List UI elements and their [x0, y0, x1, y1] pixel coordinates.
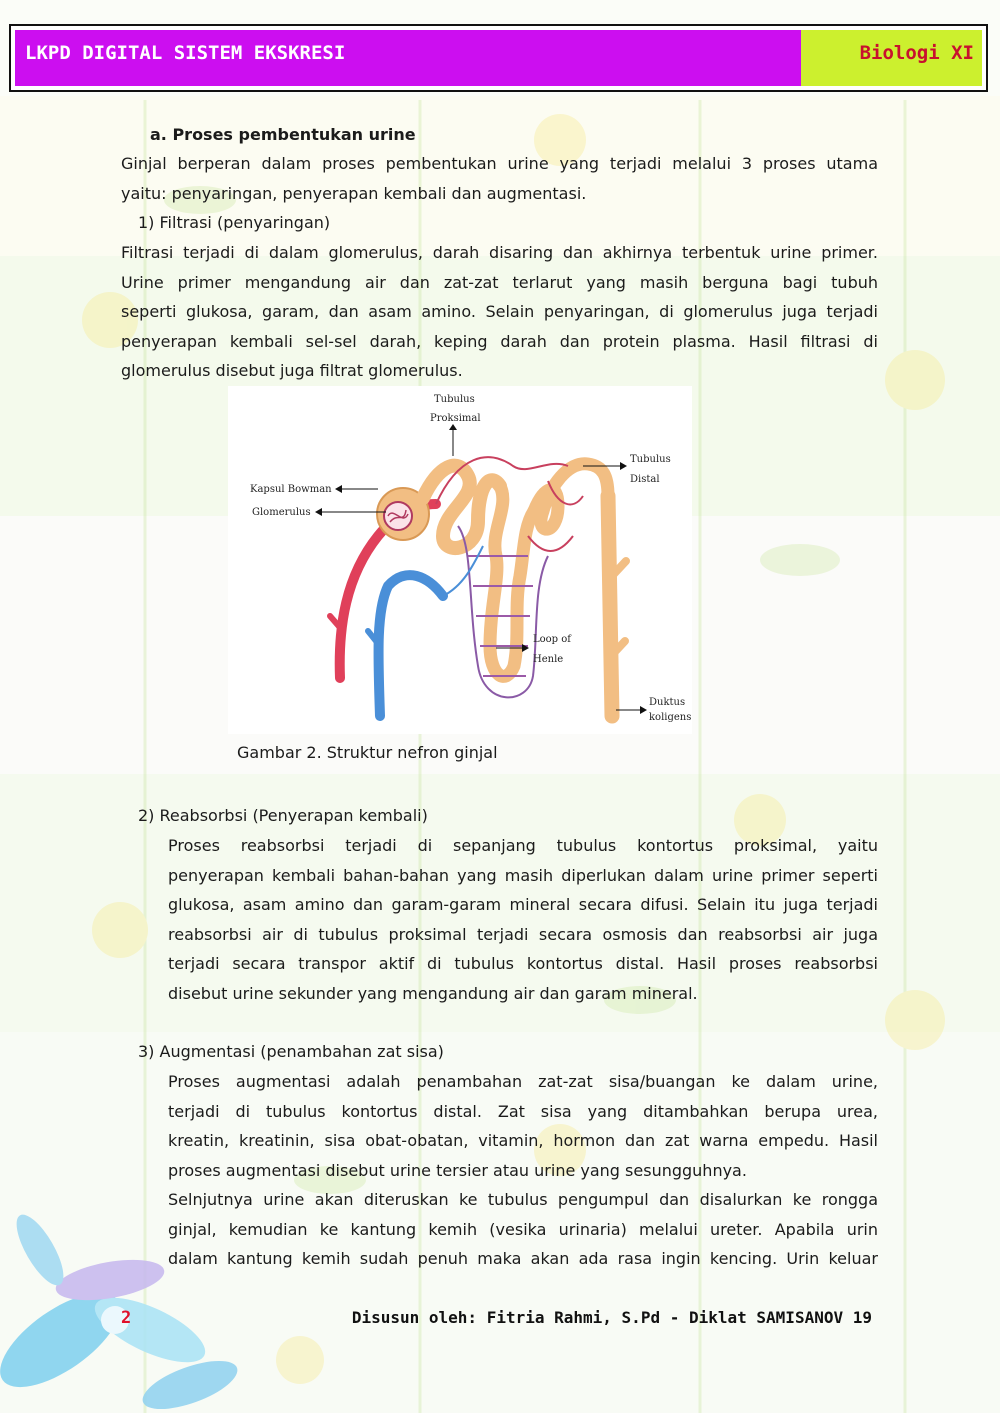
footer-credit: Disusun oleh: Fitria Rahmi, S.Pd - Diklat SAMISANOV 19	[351, 1308, 872, 1327]
augmentasi-paragraph	[168, 1067, 878, 1274]
text-line: Urine primer mengandung air dan zat-zat terlarut yang masih berguna bagi tubuh	[121, 272, 878, 292]
filtrasi-title: 1) Filtrasi (penyaringan)	[138, 213, 331, 232]
text-line: kreatin, kreatinin, sisa obat-obatan, vitamin, hormon dan zat warna empedu. Hasil	[168, 1131, 878, 1150]
collecting-duct	[608, 496, 612, 716]
label-duktus-1: Duktus	[649, 697, 686, 708]
augmentasi-title: 3) Augmentasi (penambahan zat sisa)	[138, 1042, 444, 1061]
header-subject: Biologi XI	[801, 30, 982, 86]
text-line: seperti glukosa, garam, dan asam amino. Selain penyaringan, di glomerulus juga terjadi	[121, 302, 878, 321]
label-loop-henle-1: Loop of	[533, 634, 571, 645]
text-line: penyerapan kembali sel-sel darah, keping darah dan protein plasma. Hasil filtrasi di	[121, 331, 878, 351]
text-line: Proses reabsorbsi terjadi di sepanjang tubulus kontortus proksimal, yaitu	[168, 836, 878, 855]
page-header	[9, 24, 988, 92]
label-loop-henle-2: Henle	[533, 654, 564, 665]
header-title: LKPD DIGITAL SISTEM EKSKRESI	[15, 30, 801, 86]
text-line: glukosa, asam amino dan garam-garam mineral secara difusi. Selain itu juga terjadi	[168, 895, 878, 914]
label-tubulus-proksimal-1: Tubulus	[434, 394, 475, 405]
label-kapsul-bowman: Kapsul Bowman	[250, 484, 332, 495]
text-line: penyerapan kembali bahan-bahan yang masih diperlukan dalam urine primer seperti	[168, 865, 878, 885]
text-line: Proses augmentasi adalah penambahan zat-zat sisa/buangan ke dalam urine,	[168, 1072, 878, 1091]
text-line: reabsorbsi air di tubulus proksimal terjadi secara osmosis dan reabsorbsi air juga	[168, 924, 878, 944]
text-line: Filtrasi terjadi di dalam glomerulus, darah disaring dan akhirnya terbentuk urine primer.	[121, 243, 878, 262]
label-tubulus-proksimal-2: Proksimal	[430, 413, 481, 424]
text-line: Ginjal berperan dalam proses pembentukan urine yang terjadi melalui 3 proses utama	[121, 154, 878, 173]
text-line: yaitu: penyaringan, penyerapan kembali dan augmentasi.	[121, 183, 587, 203]
reabsorbsi-paragraph	[168, 831, 878, 1008]
nephron-diagram	[228, 386, 692, 734]
filtrasi-paragraph	[121, 238, 878, 386]
intro-paragraph	[121, 149, 878, 208]
nephron-figure	[228, 386, 692, 734]
text-line: Selnjutnya urine akan diteruskan ke tubulus pengumpul dan disalurkan ke rongga	[168, 1190, 878, 1209]
section-heading: a. Proses pembentukan urine	[150, 125, 416, 144]
label-glomerulus: Glomerulus	[252, 507, 311, 518]
text-line: terjadi di tubulus kontortus distal. Zat sisa yang ditambahkan berupa urea,	[168, 1101, 878, 1121]
text-line: ginjal, kemudian ke kantung kemih (vesika urinaria) melalui ureter. Apabila urin	[168, 1219, 878, 1239]
label-duktus-2: koligens	[649, 712, 692, 723]
text-line: glomerulus disebut juga filtrat glomerulus.	[121, 361, 463, 380]
figure-caption: Gambar 2. Struktur nefron ginjal	[237, 743, 498, 762]
reabsorbsi-title: 2) Reabsorbsi (Penyerapan kembali)	[138, 806, 428, 825]
page-number: 2	[121, 1308, 132, 1328]
label-tubulus-distal-2: Distal	[630, 474, 660, 485]
text-line: dalam kantung kemih sudah penuh maka akan ada rasa ingin kencing. Urin keluar	[168, 1249, 878, 1268]
label-tubulus-distal-1: Tubulus	[630, 454, 671, 465]
text-line: terjadi secara transpor aktif di tubulus kontortus distal. Hasil proses reabsorbsi	[168, 954, 878, 973]
text-line: disebut urine sekunder yang mengandung air dan garam mineral.	[168, 983, 698, 1003]
distal-tubule	[534, 464, 608, 529]
vein	[378, 575, 443, 716]
text-line: proses augmentasi disebut urine tersier atau urine yang sesungguhnya.	[168, 1160, 747, 1180]
